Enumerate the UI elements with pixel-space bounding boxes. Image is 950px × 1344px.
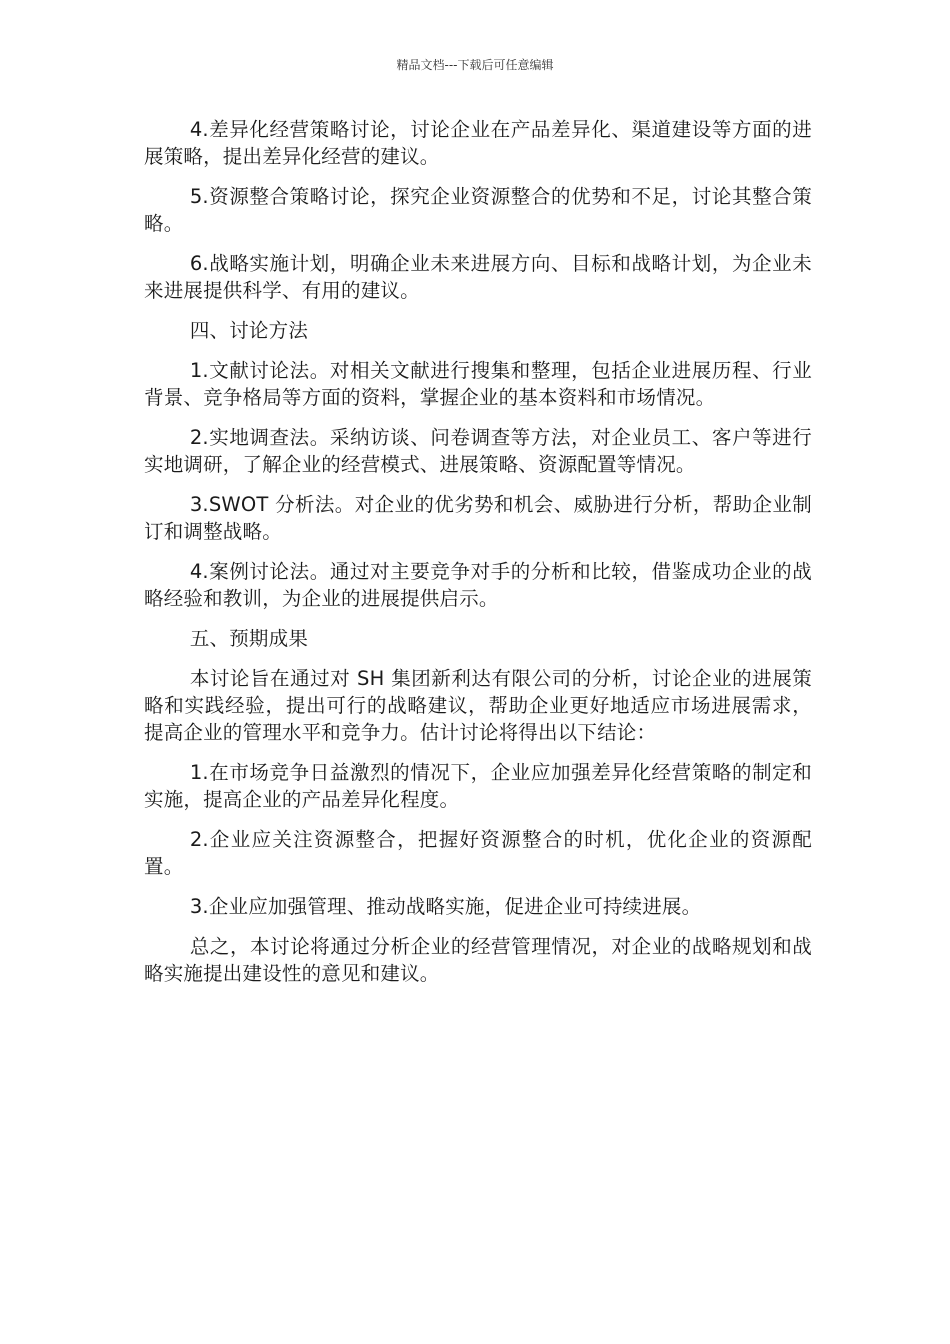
- paragraph-literature-method: 1.文献讨论法。对相关文献进行搜集和整理，包括企业进展历程、行业背景、竞争格局等方面的资料，掌握企业的基本资料和市场情况。: [144, 359, 812, 409]
- document-body: [144, 116, 812, 1000]
- paragraph-conclusion-2: 2.企业应关注资源整合，把握好资源整合的时机，优化企业的资源配置。: [144, 828, 812, 878]
- paragraph-resource-integration: 5.资源整合策略讨论，探究企业资源整合的优势和不足，讨论其整合策略。: [144, 185, 812, 235]
- paragraph-conclusion-3: 3.企业应加强管理、推动战略实施，促进企业可持续进展。: [189, 895, 702, 918]
- paragraph-implementation-plan: 6.战略实施计划，明确企业未来进展方向、目标和战略计划，为企业未来进展提供科学、有用的建议。: [144, 252, 812, 302]
- paragraph-summary: 总之，本讨论将通过分析企业的经营管理情况，对企业的战略规划和战略实施提出建设性的意见和建议。: [144, 935, 812, 985]
- section-heading-expected-results: 五、预期成果: [189, 627, 309, 650]
- page-header: 精品文档---下载后可任意编辑: [396, 58, 554, 72]
- paragraph-conclusion-1: 1.在市场竞争日益激烈的情况下，企业应加强差异化经营策略的制定和实施，提高企业的产品差异化程度。: [144, 761, 812, 811]
- paragraph-research-aim: 本讨论旨在通过对 SH 集团新利达有限公司的分析，讨论企业的进展策略和实践经验，提出可行的战略建议，帮助企业更好地适应市场进展需求，提高企业的管理水平和竞争力。估计讨论将得出以下结论：: [144, 667, 812, 744]
- paragraph-field-survey-method: 2.实地调查法。采纳访谈、问卷调查等方法，对企业员工、客户等进行实地调研，了解企业的经营模式、进展策略、资源配置等情况。: [144, 426, 812, 476]
- paragraph-strategy-differentiation: 4.差异化经营策略讨论，讨论企业在产品差异化、渠道建设等方面的进展策略，提出差异化经营的建议。: [144, 118, 812, 168]
- paragraph-swot-method: 3.SWOT 分析法。对企业的优劣势和机会、威胁进行分析，帮助企业制订和调整战略。: [144, 493, 812, 543]
- paragraph-case-study-method: 4.案例讨论法。通过对主要竞争对手的分析和比较，借鉴成功企业的战略经验和教训，为企业的进展提供启示。: [144, 560, 812, 610]
- section-heading-methods: 四、讨论方法: [189, 319, 309, 342]
